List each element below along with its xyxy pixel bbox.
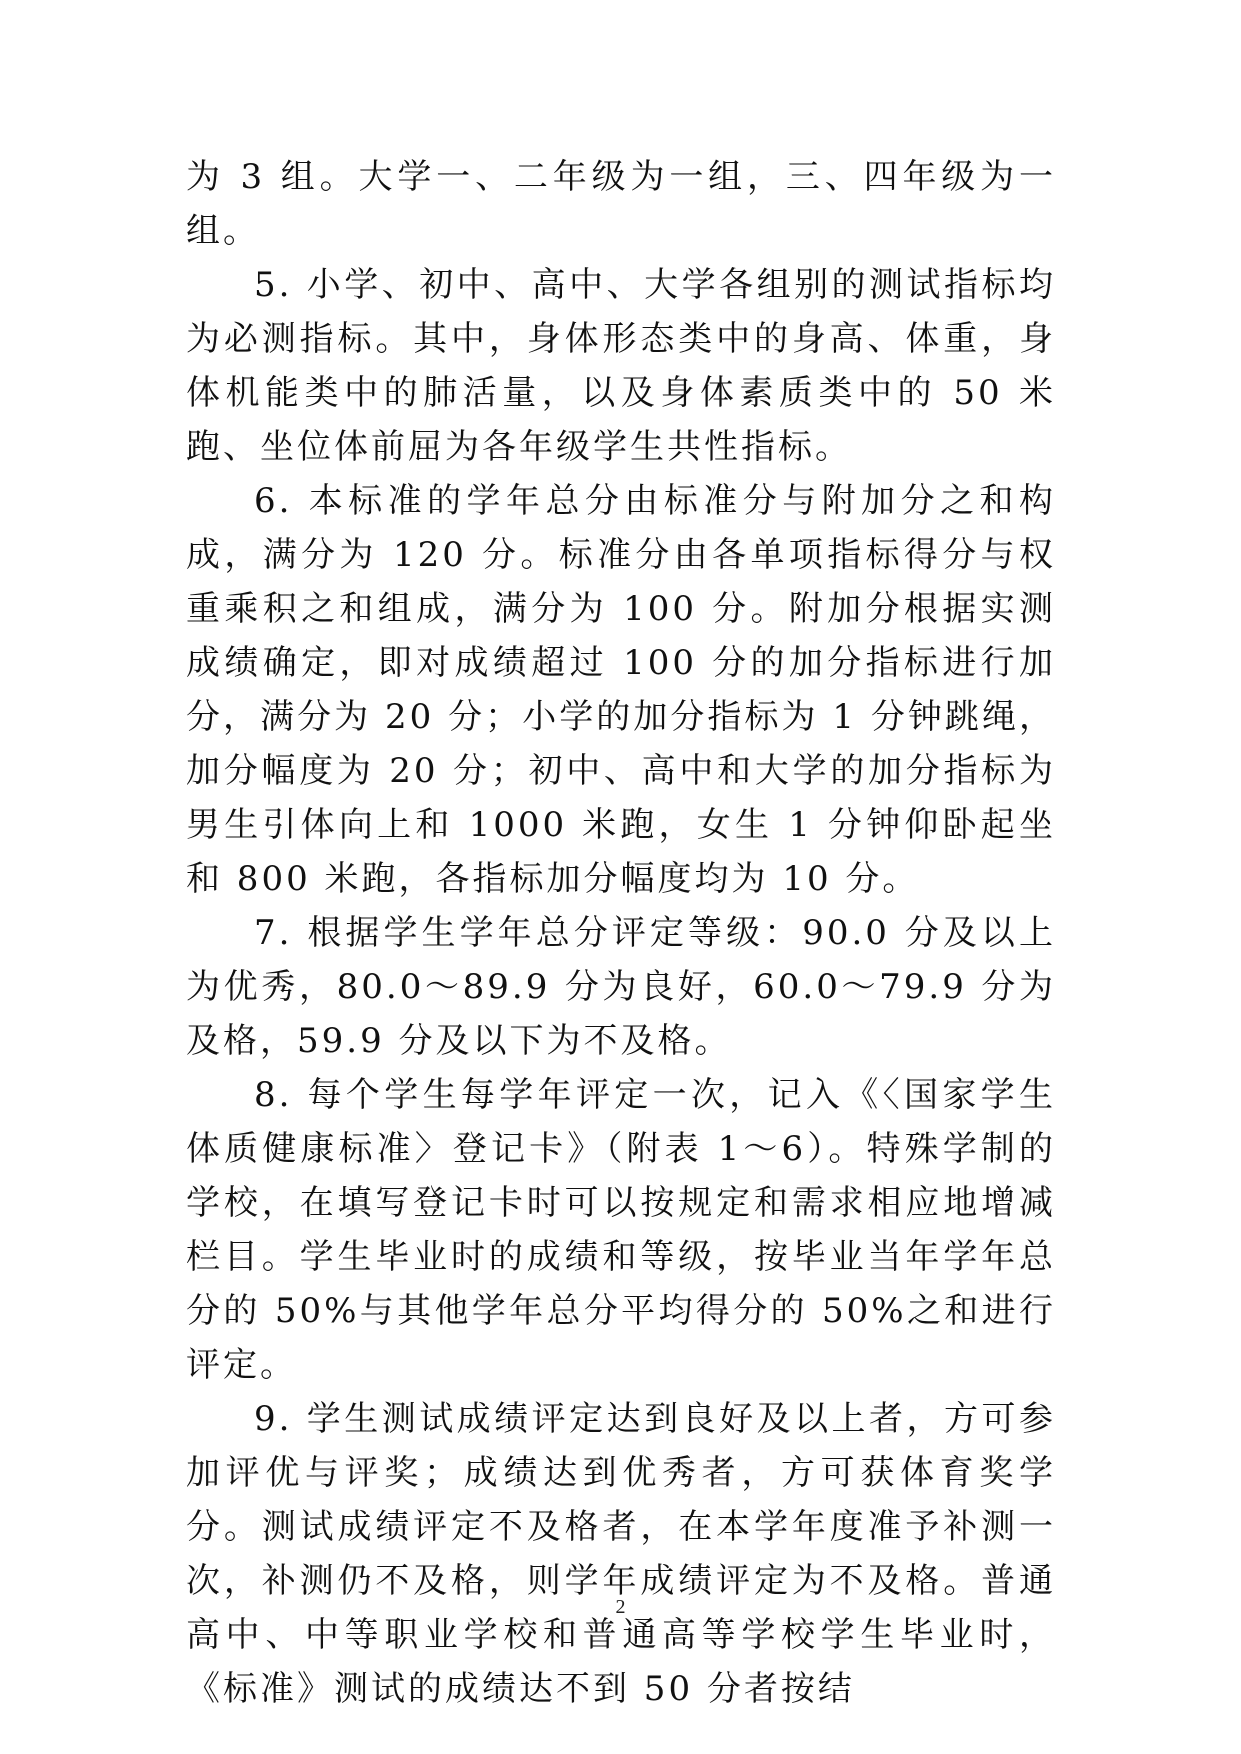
- paragraph-item-6: 6. 本标准的学年总分由标准分与附加分之和构成，满分为 120 分。标准分由各单项指标得分与权重乘积之和组成，满分为 100 分。附加分根据实测成绩确定，即对成绩超过 100 分的加分指标进行加分，满分为 20 分；小学的加分指标为 1 分钟跳绳，加分幅度为 20 分；初中、高中和大学的加分指标为男生引体向上和 1000 米跑，女生 1 分钟仰卧起坐和 800 米跑，各指标加分幅度均为 10 分。: [186, 481, 1056, 899]
- document-body: [186, 150, 1056, 1716]
- paragraph-item-7: 7. 根据学生学年总分评定等级：90.0 分及以上为优秀，80.0～89.9 分为良好，60.0～79.9 分为及格，59.9 分及以下为不及格。: [186, 913, 1056, 1061]
- paragraph-continuation: 为 3 组。大学一、二年级为一组，三、四年级为一组。: [186, 157, 1056, 251]
- paragraph-item-8: 8. 每个学生每学年评定一次，记入《〈国家学生体质健康标准〉登记卡》（附表 1～6）。特殊学制的学校，在填写登记卡时可以按规定和需求相应地增减栏目。学生毕业时的成绩和等级，按毕业当年学年总分的 50%与其他学年总分平均得分的 50%之和进行评定。: [186, 1075, 1056, 1385]
- paragraph-item-5: 5. 小学、初中、高中、大学各组别的测试指标均为必测指标。其中，身体形态类中的身高、体重，身体机能类中的肺活量，以及身体素质类中的 50 米跑、坐位体前屈为各年级学生共性指标。: [186, 265, 1056, 467]
- paragraph-item-9: 9. 学生测试成绩评定达到良好及以上者，方可参加评优与评奖；成绩达到优秀者，方可获体育奖学分。测试成绩评定不及格者，在本学年度准予补测一次，补测仍不及格，则学年成绩评定为不及格。普通高中、中等职业学校和普通高等学校学生毕业时，《标准》测试的成绩达不到 50 分者按结: [186, 1399, 1056, 1709]
- page-number: 2: [615, 1596, 626, 1618]
